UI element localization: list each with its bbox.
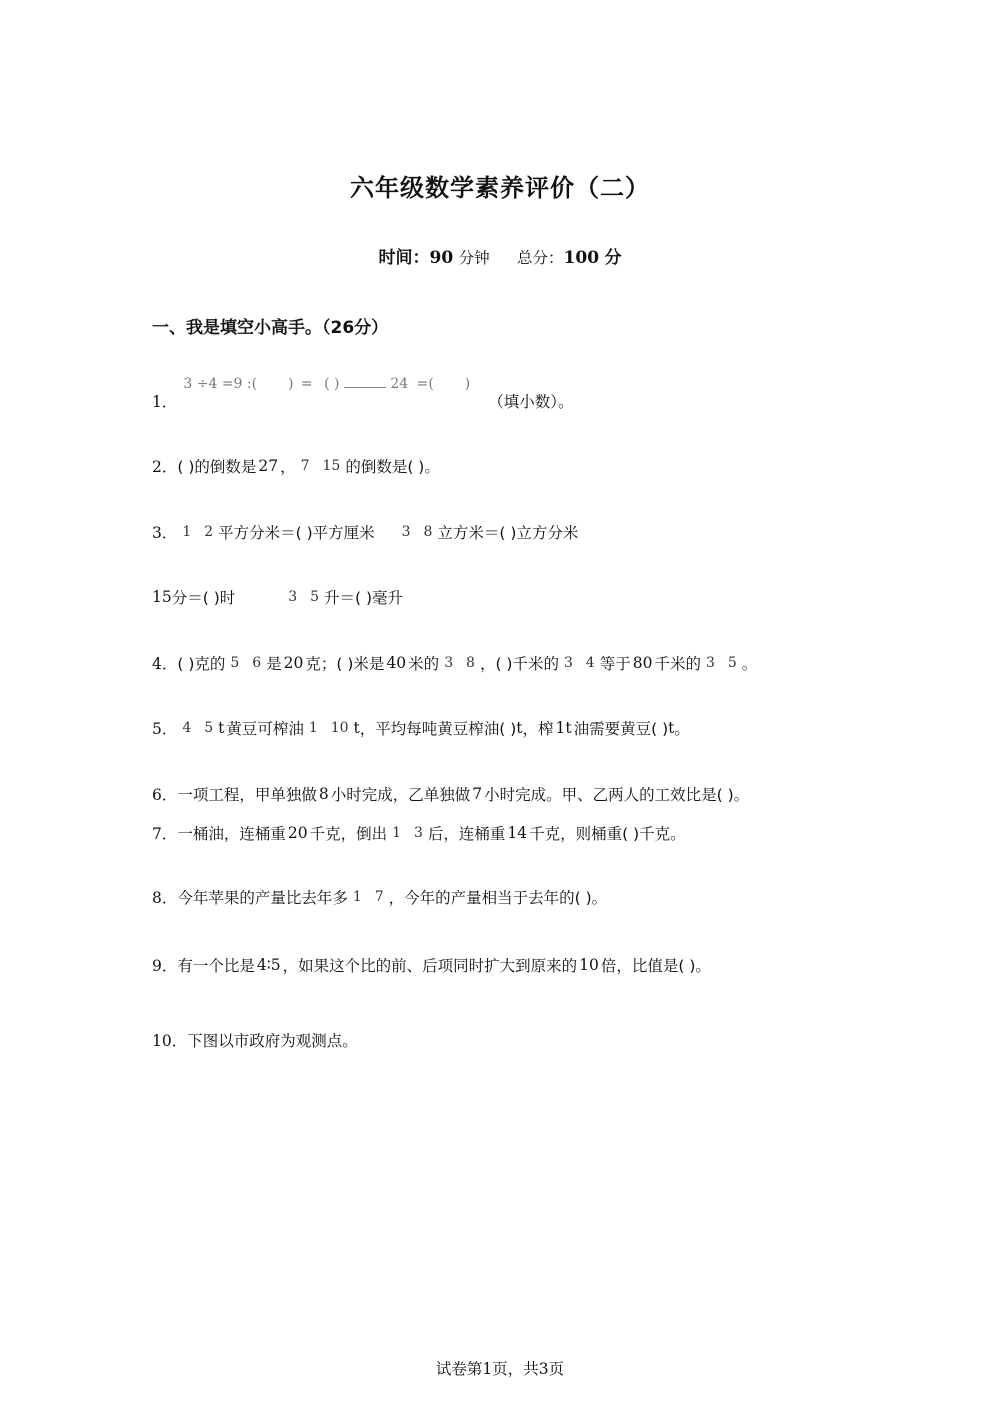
question-number: 9． [152, 957, 178, 975]
page-footer: 试卷第1页，共3页 [435, 1360, 565, 1378]
question-3-line-2: 15 分＝( )时 3 5 升＝( )毫升 [152, 588, 404, 607]
page-title: 六年级数学素养评价（二） [350, 174, 650, 202]
question-8: 8． 今年苹果的产量比去年多 1 7 ，今年的产量相当于去年的( )。 [152, 886, 607, 908]
fraction: 3 5 [288, 589, 320, 605]
equation-image: 3 ÷4 =9 :( ) = ( ) 24 =( ) [183, 376, 471, 392]
fraction: 5 6 [230, 655, 262, 671]
fraction: 1 10 [308, 720, 349, 736]
question-number: 1． [152, 393, 178, 411]
total-label: 总分： [517, 249, 564, 267]
question-4: 4． ( )克的 5 6 是 20 克；( )米是 40 米的 3 8 ，( )千米的 3 4 等于 80 千米的 3 5 。 [152, 654, 758, 673]
question-9: 9． 有一个比是 4∶5 ，如果这个比的前、后项同时扩大到原来的 10 倍，比值是( )。 [152, 956, 711, 975]
total-value: 100 [563, 248, 600, 268]
question-1 [152, 362, 574, 412]
fraction: 1 7 [352, 889, 384, 905]
fraction: 4 5 [182, 720, 214, 736]
question-number: 8． [152, 889, 178, 907]
question-5: 5． 4 5 t 黄豆可榨油 1 10 t ，平均每吨黄豆榨油( ) t ，榨 1t 油需要黄豆( ) t 。 [152, 719, 690, 738]
question-3: 3． 1 2 平方分米＝( )平方厘米 3 8 立方米＝( )立方分米 [152, 521, 578, 543]
time-value: 90 [429, 248, 454, 268]
fraction: 3 8 [444, 655, 475, 671]
exam-info [0, 243, 1000, 268]
fraction: 3 5 [705, 655, 737, 671]
fraction: 1 3 [392, 825, 423, 841]
fraction: 7 15 [300, 458, 341, 474]
question-number: 4． [152, 655, 178, 673]
question-number: 10． [152, 1032, 188, 1050]
fraction: 1 2 [182, 524, 214, 540]
question-7: 7． 一桶油，连桶重 20 千克，倒出 1 3 后，连桶重 14 千克，则桶重( )千克。 [152, 824, 686, 843]
question-number: 7． [152, 825, 178, 843]
question-number: 3． [152, 524, 178, 542]
question-text: （填小数）。 [488, 393, 574, 411]
fraction: 3 8 [401, 524, 433, 540]
time-unit: 分钟 [458, 249, 490, 267]
fraction: 3 4 [563, 655, 595, 671]
time-label: 时间： [378, 248, 430, 268]
question-number: 2． [152, 458, 178, 476]
question-number: 6． [152, 786, 178, 804]
total-unit: 分 [604, 248, 622, 268]
question-number: 5． [152, 720, 178, 738]
blank-fraction: ( ) 24 [324, 376, 409, 392]
question-6: 6． 一项工程，甲单独做 8 小时完成，乙单独做 7 小时完成。甲、乙两人的工效比是( )。 [152, 785, 750, 804]
question-10: 10． 下图以市政府为观测点。 [152, 1029, 358, 1051]
question-2: 2． ( )的倒数是 27 ， 7 15 的倒数是( )。 [152, 457, 440, 476]
section-heading: 一、我是填空小高手。（26分） [152, 318, 389, 338]
